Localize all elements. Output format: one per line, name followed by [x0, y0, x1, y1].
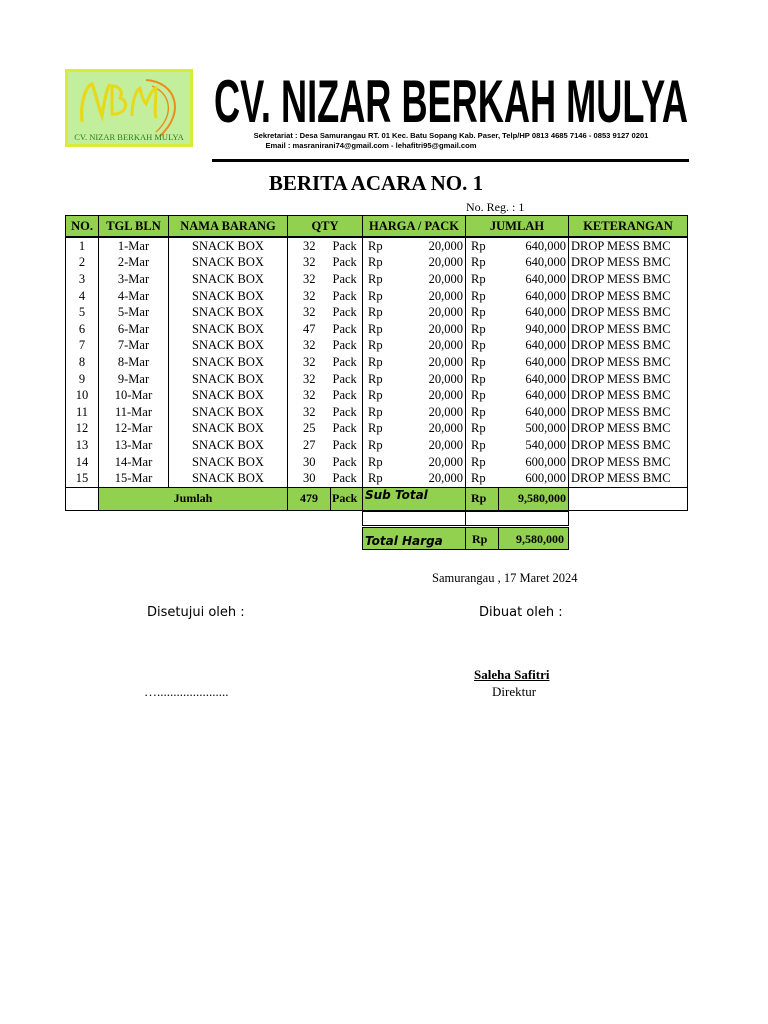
- cell-price: 20,000: [396, 454, 466, 471]
- approver-signature-line: …......................: [144, 684, 229, 699]
- cell-price: 20,000: [396, 421, 466, 438]
- cell-price: 20,000: [396, 321, 466, 338]
- cell-cur2: Rp: [466, 354, 499, 371]
- table-row: [66, 421, 688, 438]
- cell-qty: 32: [288, 255, 331, 272]
- total-qty: 479: [288, 487, 331, 510]
- table-row: [66, 404, 688, 421]
- cell-amount: 640,000: [499, 404, 569, 421]
- cell-date: 1-Mar: [99, 237, 169, 255]
- cell-amount: 500,000: [499, 421, 569, 438]
- cell-cur2: Rp: [466, 338, 499, 355]
- cell-date: 13-Mar: [99, 437, 169, 454]
- cell-date: 9-Mar: [99, 371, 169, 388]
- cell-qty: 32: [288, 338, 331, 355]
- cell-unit: Pack: [331, 371, 363, 388]
- cell-cur1: Rp: [363, 354, 396, 371]
- cell-no: 10: [66, 387, 99, 404]
- cell-note: DROP MESS BMC: [569, 255, 688, 272]
- cell-unit: Pack: [331, 304, 363, 321]
- cell-amount: 640,000: [499, 304, 569, 321]
- total-unit: Pack: [331, 487, 363, 510]
- total-label: Jumlah: [99, 487, 288, 510]
- cell-cur1: Rp: [363, 371, 396, 388]
- cell-cur2: Rp: [466, 255, 499, 272]
- cell-cur1: Rp: [363, 304, 396, 321]
- cell-amount: 600,000: [499, 470, 569, 487]
- cell-amount: 940,000: [499, 321, 569, 338]
- cell-date: 7-Mar: [99, 338, 169, 355]
- cell-item: SNACK BOX: [169, 354, 288, 371]
- cell-amount: 640,000: [499, 354, 569, 371]
- spacer-row: [362, 511, 569, 526]
- cell-amount: 600,000: [499, 454, 569, 471]
- cell-item: SNACK BOX: [169, 387, 288, 404]
- cell-unit: Pack: [331, 421, 363, 438]
- cell-cur2: Rp: [466, 454, 499, 471]
- grand-total-value: 9,580,000: [498, 527, 569, 550]
- signer-name: Saleha Safitri: [474, 667, 550, 682]
- table-row: [66, 354, 688, 371]
- cell-no: 3: [66, 271, 99, 288]
- cell-cur1: Rp: [363, 321, 396, 338]
- table-row: [66, 288, 688, 305]
- table-row: [66, 437, 688, 454]
- cell-unit: Pack: [331, 237, 363, 255]
- cell-no: 8: [66, 354, 99, 371]
- made-by-label: Dibuat oleh :: [479, 605, 563, 620]
- cell-note: DROP MESS BMC: [569, 271, 688, 288]
- col-header-item: NAMA BARANG: [169, 216, 288, 238]
- cell-note: DROP MESS BMC: [569, 387, 688, 404]
- cell-item: SNACK BOX: [169, 304, 288, 321]
- cell-no: 11: [66, 404, 99, 421]
- cell-unit: Pack: [331, 255, 363, 272]
- cell-amount: 640,000: [499, 387, 569, 404]
- cell-cur1: Rp: [363, 237, 396, 255]
- place-date: Samurangau , 17 Maret 2024: [432, 571, 578, 585]
- cell-price: 20,000: [396, 338, 466, 355]
- table-row: [66, 304, 688, 321]
- cell-note: DROP MESS BMC: [569, 421, 688, 438]
- cell-unit: Pack: [331, 271, 363, 288]
- cell-note: DROP MESS BMC: [569, 237, 688, 255]
- cell-item: SNACK BOX: [169, 437, 288, 454]
- table-row: [66, 454, 688, 471]
- col-header-date: TGL BLN: [99, 216, 169, 238]
- table-row: [66, 387, 688, 404]
- cell-cur1: Rp: [363, 338, 396, 355]
- cell-item: SNACK BOX: [169, 321, 288, 338]
- approved-by-label: Disetujui oleh :: [147, 605, 245, 620]
- cell-price: 20,000: [396, 437, 466, 454]
- cell-item: SNACK BOX: [169, 338, 288, 355]
- cell-date: 6-Mar: [99, 321, 169, 338]
- cell-qty: 32: [288, 354, 331, 371]
- cell-price: 20,000: [396, 237, 466, 255]
- grand-total-row: [362, 527, 569, 550]
- cell-cur2: Rp: [466, 237, 499, 255]
- cell-unit: Pack: [331, 404, 363, 421]
- cell-no: 6: [66, 321, 99, 338]
- cell-price: 20,000: [396, 371, 466, 388]
- cell-unit: Pack: [331, 437, 363, 454]
- cell-unit: Pack: [331, 387, 363, 404]
- logo-caption: CV. NIZAR BERKAH MULYA: [74, 132, 184, 142]
- cell-qty: 47: [288, 321, 331, 338]
- col-header-price: HARGA / PACK: [363, 216, 466, 238]
- cell-qty: 27: [288, 437, 331, 454]
- cell-no: 13: [66, 437, 99, 454]
- cell-unit: Pack: [331, 470, 363, 487]
- subtotal-label: Sub Total: [363, 487, 466, 510]
- cell-note: DROP MESS BMC: [569, 288, 688, 305]
- col-header-amount: JUMLAH: [466, 216, 569, 238]
- cell-note: DROP MESS BMC: [569, 470, 688, 487]
- col-header-note: KETERANGAN: [569, 216, 688, 238]
- grand-total-currency: Rp: [465, 527, 499, 550]
- cell-note: DROP MESS BMC: [569, 437, 688, 454]
- cell-date: 11-Mar: [99, 404, 169, 421]
- cell-no: 4: [66, 288, 99, 305]
- cell-date: 4-Mar: [99, 288, 169, 305]
- grand-total-label: Total Harga: [362, 527, 466, 550]
- cell-qty: 32: [288, 387, 331, 404]
- cell-cur2: Rp: [466, 437, 499, 454]
- cell-cur1: Rp: [363, 288, 396, 305]
- total-row: [66, 487, 688, 510]
- cell-note: DROP MESS BMC: [569, 338, 688, 355]
- cell-no: 14: [66, 454, 99, 471]
- cell-unit: Pack: [331, 454, 363, 471]
- signer-role: Direktur: [492, 684, 537, 699]
- cell-cur2: Rp: [466, 321, 499, 338]
- cell-cur1: Rp: [363, 404, 396, 421]
- cell-no: 2: [66, 255, 99, 272]
- cell-date: 15-Mar: [99, 470, 169, 487]
- cell-unit: Pack: [331, 321, 363, 338]
- table-row: [66, 255, 688, 272]
- cell-no: 7: [66, 338, 99, 355]
- cell-item: SNACK BOX: [169, 288, 288, 305]
- cell-cur1: Rp: [363, 271, 396, 288]
- cell-no: 5: [66, 304, 99, 321]
- cell-price: 20,000: [396, 288, 466, 305]
- cell-unit: Pack: [331, 288, 363, 305]
- col-header-qty: QTY: [288, 216, 363, 238]
- cell-note: DROP MESS BMC: [569, 454, 688, 471]
- cell-price: 20,000: [396, 404, 466, 421]
- col-header-no: NO.: [66, 216, 99, 238]
- cell-note: DROP MESS BMC: [569, 304, 688, 321]
- cell-cur2: Rp: [466, 404, 499, 421]
- cell-amount: 540,000: [499, 437, 569, 454]
- cell-no: 1: [66, 237, 99, 255]
- letterhead-divider: [212, 159, 689, 162]
- company-logo: [65, 69, 193, 147]
- cell-item: SNACK BOX: [169, 371, 288, 388]
- cell-amount: 640,000: [499, 288, 569, 305]
- subtotal-value: 9,580,000: [499, 487, 569, 510]
- company-address: Sekretariat : Desa Samurangau RT. 01 Kec. Batu Sopang Kab. Paser, Telp/HP 0813 4685 7146 - 0853 9127 0201: [253, 131, 649, 140]
- company-name: [212, 62, 692, 132]
- cell-qty: 32: [288, 288, 331, 305]
- cell-item: SNACK BOX: [169, 237, 288, 255]
- company-email: Email : masranirani74@gmail.com - lehafitri95@gmail.com: [265, 141, 477, 150]
- cell-amount: 640,000: [499, 271, 569, 288]
- cell-qty: 32: [288, 271, 331, 288]
- cell-item: SNACK BOX: [169, 271, 288, 288]
- cell-date: 12-Mar: [99, 421, 169, 438]
- cell-date: 14-Mar: [99, 454, 169, 471]
- cell-item: SNACK BOX: [169, 454, 288, 471]
- cell-date: 10-Mar: [99, 387, 169, 404]
- cell-price: 20,000: [396, 304, 466, 321]
- cell-amount: 640,000: [499, 371, 569, 388]
- cell-cur1: Rp: [363, 387, 396, 404]
- subtotal-currency: Rp: [466, 487, 499, 510]
- cell-item: SNACK BOX: [169, 421, 288, 438]
- cell-note: DROP MESS BMC: [569, 321, 688, 338]
- table-header-row: [66, 216, 688, 238]
- table-row: [66, 338, 688, 355]
- document-title: BERITA ACARA NO. 1: [268, 171, 484, 195]
- cell-amount: 640,000: [499, 237, 569, 255]
- cell-price: 20,000: [396, 271, 466, 288]
- cell-qty: 25: [288, 421, 331, 438]
- cell-cur2: Rp: [466, 470, 499, 487]
- cell-cur2: Rp: [466, 421, 499, 438]
- cell-unit: Pack: [331, 338, 363, 355]
- table-row: [66, 470, 688, 487]
- table-row: [66, 321, 688, 338]
- cell-cur1: Rp: [363, 421, 396, 438]
- cell-cur1: Rp: [363, 437, 396, 454]
- table-row: [66, 371, 688, 388]
- cell-no: 12: [66, 421, 99, 438]
- cell-note: DROP MESS BMC: [569, 354, 688, 371]
- cell-price: 20,000: [396, 387, 466, 404]
- cell-item: SNACK BOX: [169, 470, 288, 487]
- cell-cur2: Rp: [466, 304, 499, 321]
- cell-item: SNACK BOX: [169, 255, 288, 272]
- cell-cur1: Rp: [363, 454, 396, 471]
- cell-no: 9: [66, 371, 99, 388]
- cell-cur2: Rp: [466, 387, 499, 404]
- cell-no: 15: [66, 470, 99, 487]
- cell-qty: 32: [288, 404, 331, 421]
- cell-qty: 32: [288, 237, 331, 255]
- cell-date: 8-Mar: [99, 354, 169, 371]
- cell-cur1: Rp: [363, 255, 396, 272]
- cell-unit: Pack: [331, 354, 363, 371]
- cell-qty: 32: [288, 304, 331, 321]
- cell-qty: 30: [288, 470, 331, 487]
- cell-price: 20,000: [396, 255, 466, 272]
- cell-amount: 640,000: [499, 338, 569, 355]
- cell-qty: 32: [288, 371, 331, 388]
- items-table: [65, 215, 688, 511]
- cell-note: DROP MESS BMC: [569, 371, 688, 388]
- cell-cur2: Rp: [466, 288, 499, 305]
- cell-qty: 30: [288, 454, 331, 471]
- cell-date: 5-Mar: [99, 304, 169, 321]
- table-row: [66, 237, 688, 255]
- registration-number: No. Reg. : 1: [466, 200, 525, 214]
- cell-price: 20,000: [396, 354, 466, 371]
- cell-date: 3-Mar: [99, 271, 169, 288]
- cell-cur2: Rp: [466, 371, 499, 388]
- cell-price: 20,000: [396, 470, 466, 487]
- company-name-text: CV. NIZAR BERKAH MULYA: [214, 68, 688, 132]
- cell-cur2: Rp: [466, 271, 499, 288]
- table-row: [66, 271, 688, 288]
- cell-note: DROP MESS BMC: [569, 404, 688, 421]
- cell-cur1: Rp: [363, 470, 396, 487]
- cell-amount: 640,000: [499, 255, 569, 272]
- cell-date: 2-Mar: [99, 255, 169, 272]
- cell-item: SNACK BOX: [169, 404, 288, 421]
